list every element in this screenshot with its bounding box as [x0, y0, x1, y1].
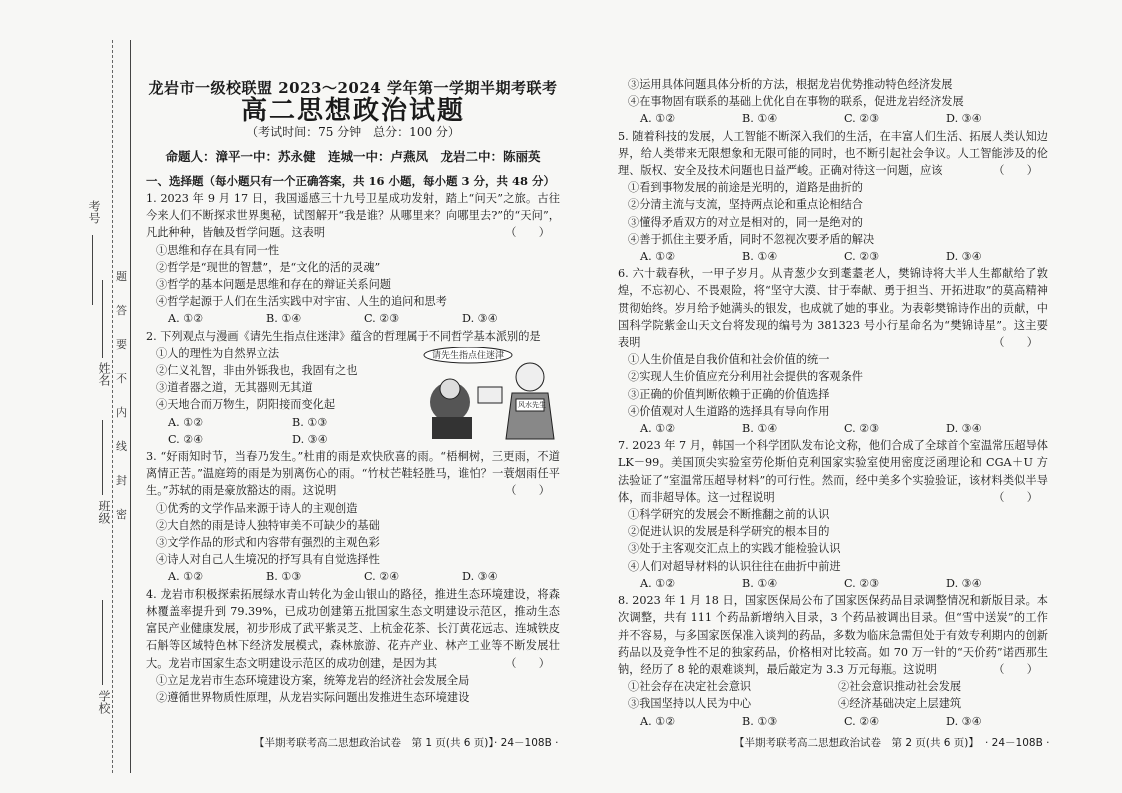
cartoon-illustration: [420, 347, 560, 442]
option-c[interactable]: C. ②③: [844, 576, 880, 590]
answer-paren: （ ）: [993, 490, 1038, 504]
question-stem: 7. 2023 年 7 月，韩国一个科学团队发布论文称，他们合成了全球首个室温常压超导体 LK－99。美国顶尖实验室劳伦斯伯克利国家实验室使用密度泛函理论和 CGA＋U 方法验证了“室温常压超导材料”的可行性。然而，经中美多个实验验证，该材料类似半导体，而非超导体。这一过程说明 （ ）: [618, 437, 1048, 506]
statement: ④哲学起源于人们在生活实践中对宇宙、人生的追问和思考: [156, 295, 447, 309]
question-4-continued: [618, 76, 1048, 128]
cartoon-drawing: [420, 347, 560, 442]
statement: ④诗人对自己人生境况的抒写具有自觉选择性: [156, 553, 380, 567]
statement: ①人的理性为自然界立法: [156, 346, 280, 360]
statement: ④人们对超导材料的认识往往在曲折中前进: [628, 559, 841, 573]
option-c[interactable]: C. ②③: [844, 422, 880, 436]
option-d[interactable]: D. ③④: [946, 714, 982, 728]
question-4: [146, 586, 560, 706]
exam-union-title: 龙岩市一级校联盟 2023～2024 学年第一学期半期考联考: [148, 79, 558, 97]
page-1-footer: 【半期考联考高二思想政治试卷 第 1 页(共 6 页)】: [254, 737, 499, 749]
option-a[interactable]: A. ①②: [168, 570, 204, 584]
question-3: [146, 448, 560, 586]
statement: ②社会意识推动社会发展: [838, 680, 962, 694]
option-a[interactable]: A. ①②: [640, 250, 676, 264]
statement: ③文学作品的形式和内容带有强烈的主观色彩: [156, 536, 380, 550]
answer-options: [146, 568, 560, 585]
statement: ③哲学的基本问题是思维和存在的辩证关系问题: [156, 278, 391, 292]
statement: ②促进认识的发展是科学研究的根本目的: [628, 525, 830, 539]
statement: ②仁义礼智，非由外铄我也，我固有之也: [156, 364, 358, 378]
seal-char: 密: [116, 508, 127, 521]
option-c[interactable]: C. ②③: [364, 312, 400, 326]
section-title: 一、选择题（每小题只有一个正确答案，共 16 小题，每小题 3 分，共 48 分）: [146, 173, 556, 188]
question-8: [618, 592, 1048, 730]
answer-paren: （ ）: [993, 336, 1038, 350]
statement: ③懂得矛盾双方的对立是相对的，同一是绝对的: [628, 215, 863, 229]
page-title: 高二思想政治试题: [240, 96, 465, 127]
statement: ①社会存在决定社会意识: [628, 680, 752, 694]
answer-options: [618, 420, 1048, 437]
option-a[interactable]: A. ①②: [640, 422, 676, 436]
statement-pair: [618, 695, 1048, 712]
question-5: [618, 128, 1048, 266]
statement: ④善于抓住主要矛盾，同时不忽视次要矛盾的解决: [628, 232, 875, 246]
binding-margin: [0, 0, 135, 793]
option-b[interactable]: B. ①④: [266, 312, 302, 326]
statement: ④经济基础决定上层建筑: [838, 697, 962, 711]
question-7: [618, 437, 1048, 592]
class-line: [102, 420, 103, 495]
question-stem: 5. 随着科技的发展，人工智能不断深入我们的生活，在丰富人们生活、拓展人类认知边界，给人类带来无限想象和无限可能的同时，也不断引起社会争议。人工智能涉及的伦理、版权、安全及技术问题也日益严峻。正确对待这一问题，应该 （ ）: [618, 128, 1048, 180]
option-c[interactable]: C. ②④: [364, 570, 400, 584]
option-b[interactable]: B. ①③: [292, 415, 328, 429]
option-b[interactable]: B. ①④: [742, 112, 778, 126]
question-1: [146, 190, 560, 328]
page-1-code: · 24－108B ·: [494, 737, 559, 749]
statement: ①看到事物发展的前途是光明的，道路是曲折的: [628, 181, 863, 195]
option-d[interactable]: D. ③④: [462, 570, 498, 584]
statement: ①立足龙岩市生态环境建设方案，统筹龙岩的经济社会发展全局: [156, 673, 470, 687]
seal-char: 要: [116, 338, 127, 351]
answer-options: [618, 713, 1048, 730]
school-line: [102, 600, 103, 685]
option-b[interactable]: B. ①③: [266, 570, 302, 584]
school-label: 学校: [97, 690, 111, 714]
statement: ③运用具体问题具体分析的方法，根据龙岩优势推动特色经济发展: [628, 78, 953, 91]
statement: ④天地合而万物生，阴阳接而变化起: [156, 398, 336, 412]
option-a[interactable]: A. ①②: [168, 312, 204, 326]
answer-paren: （ ）: [993, 164, 1038, 178]
question-6: [618, 265, 1048, 437]
fold-dashed-line: [112, 40, 113, 773]
name-line: [102, 280, 103, 358]
class-label: 班级: [97, 500, 111, 524]
seal-char: 答: [116, 304, 127, 317]
statement: ②分清主流与支流，坚持两点论和重点论相结合: [628, 198, 863, 212]
question-stem: 4. 龙岩市积极探索拓展绿水青山转化为金山银山的路径，推进生态环境建设，将森林覆盖率提升到 79.39%，已成功创建第五批国家生态文明建设示范区，推动生态富民产业健康发展，初步形成了武平紫灵芝、上杭金花茶、长汀黄花远志、连城铁皮石斛等区域特色林下经济发展模式，森林旅游、花卉产业、林产工业等不断发展壮大。龙岩市国家生态文明建设示范区的成功创建，是因为其 （ ）: [146, 586, 560, 672]
statement: ②实现人生价值应充分利用社会提供的客观条件: [628, 370, 863, 384]
cartoon-sign-text: 请先生指点住迷津: [432, 351, 505, 361]
answer-options: [146, 414, 416, 431]
statement: ③处于主客观交汇点上的实践才能检验认识: [628, 542, 841, 556]
answer-options: [618, 248, 1048, 265]
seal-char: 线: [116, 440, 127, 453]
option-c[interactable]: C. ②④: [844, 714, 880, 728]
option-b[interactable]: B. ①③: [742, 714, 778, 728]
option-d[interactable]: D. ③④: [292, 432, 328, 446]
page-2-code: · 24－108B ·: [985, 737, 1050, 749]
option-d[interactable]: D. ③④: [462, 312, 498, 326]
exam-meta: （考试时间：75 分钟 总分：100 分）: [246, 125, 460, 140]
answer-paren: （ ）: [505, 484, 550, 498]
option-a[interactable]: A. ①②: [168, 415, 204, 429]
seal-char: 内: [116, 406, 127, 419]
question-stem: 8. 2023 年 1 月 18 日，国家医保局公布了国家医保药品目录调整情况和新版目录。本次调整，共有 111 个药品新增纳入目录，3 个药品被调出目录。但“雪中送炭”的工作并不容易，与多国家医保准入谈判的药品，多数为临床急需但处于有效专利期内的创新药品以及竞争性不足的独家药品，价格相对比较高。如 70 万一针的“天价药”诺西那生钠，经历了 8 轮的艰难谈判，最后敲定为 3.3 万元每瓶。这说明 （ ）: [618, 592, 1048, 678]
fold-solid-line: [130, 40, 131, 773]
option-c[interactable]: C. ②④: [168, 432, 204, 446]
statement: ②哲学是“现世的智慧”，是“文化的活的灵魂”: [156, 260, 381, 274]
statement: ③我国坚持以人民为中心: [628, 697, 752, 711]
exam-authors: 命题人：漳平一中：苏永健 连城一中：卢燕凤 龙岩二中：陈丽英: [165, 148, 541, 164]
cartoon-label: 风水先生: [518, 401, 546, 409]
question-stem: 6. 六十载春秋，一甲子岁月。从青葱少女到耄耋老人，樊锦诗将大半人生都献给了敦煌，不忘初心、不畏艰险，将“坚守大漠、甘于奉献、勇于担当、开拓进取”的莫高精神贯彻始终。岁月给予她满头的银发，也成就了她的事业。为表彰樊锦诗作出的贡献，中国科学院紫金山天文台将发现的编号为 381323 号小行星命名为“樊锦诗星”。这主要表明 （ ）: [618, 265, 1048, 351]
statement: ①思维和存在具有同一性: [156, 243, 280, 257]
option-a[interactable]: A. ①②: [640, 714, 676, 728]
statement: ①人生价值是自我价值和社会价值的统一: [628, 353, 830, 367]
statement: ②大自然的雨是诗人独特审美不可缺少的基础: [156, 518, 380, 532]
option-d[interactable]: D. ③④: [946, 576, 982, 590]
option-c[interactable]: C. ②③: [844, 112, 880, 126]
answer-paren: （ ）: [993, 662, 1038, 676]
answer-options: [618, 575, 1048, 592]
statement-pair: [618, 678, 1048, 695]
option-b[interactable]: B. ①④: [742, 250, 778, 264]
question-stem: 1. 2023 年 9 月 17 日，我国遥感三十九号卫星成功发射，踏上“问天”之旅。古往今来人们不断探求世界奥秘，试图解开“我是谁？从哪里来？向哪里去?”的“天问”，凡此种种，皆触及哲学问题。这表明 （ ）: [146, 190, 560, 242]
option-a[interactable]: A. ①②: [640, 576, 676, 590]
statement: ④价值观对人生道路的选择具有导向作用: [628, 404, 830, 418]
statement: ③正确的价值判断依赖于正确的价值选择: [628, 387, 830, 401]
answer-options: [146, 310, 560, 327]
seal-char: 封: [116, 474, 127, 487]
statement: ③道者器之道，无其器则无其道: [156, 381, 313, 395]
answer-options: [618, 110, 1048, 127]
answer-options: [146, 431, 416, 448]
option-b[interactable]: B. ①④: [742, 576, 778, 590]
option-d[interactable]: D. ③④: [946, 250, 982, 264]
exam-number-label: 考号: [87, 200, 101, 224]
seal-char: 不: [116, 372, 127, 385]
statement: ④在事物固有联系的基础上优化自在事物的联系，促进龙岩经济发展: [628, 95, 964, 109]
statement: ①优秀的文学作品来源于诗人的主观创造: [156, 501, 358, 515]
option-c[interactable]: C. ②③: [844, 250, 880, 264]
option-b[interactable]: B. ①④: [742, 422, 778, 436]
page-2-footer: 【半期考联考高二思想政治试卷 第 2 页(共 6 页)】: [734, 737, 979, 749]
option-d[interactable]: D. ③④: [946, 422, 982, 436]
statement: ②遵循世界物质性原理，从龙岩实际问题出发推进生态环境建设: [156, 690, 470, 704]
page-2-column: [618, 76, 1048, 730]
question-stem: 2. 下列观点与漫画《请先生指点住迷津》蕴含的哲理属于不同哲学基本派别的是: [146, 329, 541, 343]
statement: ①科学研究的发展会不断推翻之前的认识: [628, 508, 830, 522]
answer-paren: （ ）: [505, 226, 550, 240]
question-stem: 3. “好雨知时节，当春乃发生。”杜甫的雨是欢快欣喜的雨。“梧桐树，三更雨，不道离情正苦。”温庭筠的雨是为别离伤心的雨。“竹杖芒鞋轻胜马，谁怕？一蓑烟雨任平生。”苏轼的雨是豪放豁达的雨。这说明 （ ）: [146, 448, 560, 500]
option-d[interactable]: D. ③④: [946, 112, 982, 126]
answer-paren: （ ）: [505, 656, 550, 670]
option-a[interactable]: A. ①②: [640, 112, 676, 126]
seal-char: 题: [116, 270, 127, 283]
name-label: 姓名: [97, 362, 111, 386]
exam-number-line: [92, 235, 93, 305]
